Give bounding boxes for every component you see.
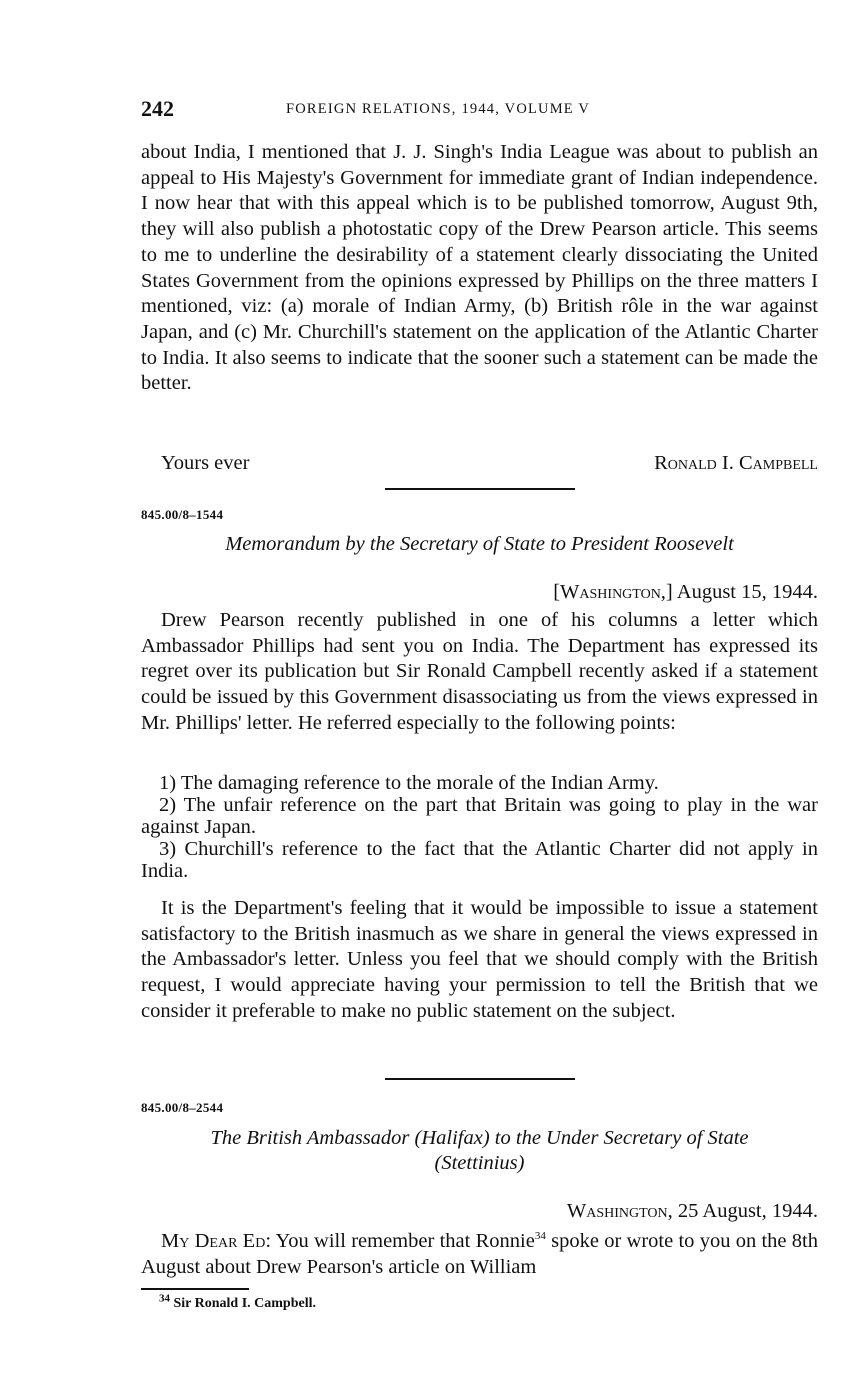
page-number: 242 (141, 96, 174, 121)
letter2-title (141, 1126, 818, 1176)
letter2-dateline (141, 1199, 818, 1225)
memo-dateline-date: August 15, 1944. (676, 581, 818, 603)
list-item: 3) Churchill's reference to the fact that the Atlantic Charter did not apply in India. (141, 838, 818, 882)
footnote-divider (141, 1288, 249, 1290)
footnote-reference[interactable]: 34 (534, 1230, 546, 1243)
letter2-body (141, 1229, 818, 1280)
footnote (159, 1292, 316, 1312)
memo-points-list (141, 772, 818, 882)
memo-title: Memorandum by the Secretary of State to President Roosevelt (225, 533, 734, 555)
letter2-title-line-2: (Stettinius) (434, 1152, 525, 1174)
memo-file-number: 845.00/8–1544 (141, 507, 224, 522)
letter-body (141, 140, 818, 397)
letter2-body-part-1: You will remember that Ronnie (275, 1230, 535, 1252)
memo-dateline-place: [Washington,] (553, 581, 673, 603)
section-divider (385, 1078, 575, 1080)
letter2-title-line-1: The British Ambassador (Halifax) to the Under Secretary of State (210, 1127, 749, 1149)
running-title: FOREIGN RELATIONS, 1944, VOLUME V (286, 101, 591, 117)
section-divider (385, 488, 575, 490)
footnote-text: Sir Ronald I. Campbell. (173, 1296, 316, 1311)
page-header (141, 96, 818, 126)
list-item: 1) The damaging reference to the morale of the Indian Army. (159, 772, 659, 794)
memo-paragraph-1-text: Drew Pearson recently published in one of his columns a letter which Ambassador Phillips had sent you on India. The Department has expressed its regret over its publication but Sir Ronald Campbell recently asked if a statement could be issued by this Government disassociating us from the views expressed in Mr. Phillips' letter. He referred especially to the following points: (141, 609, 818, 734)
memo-paragraph-2-text: It is the Department's feeling that it would be impossible to issue a statement satisfactory to the British inasmuch as we share in general the views expressed in the Ambassador's letter. Unless you feel that we should comply with the British request, I would appreciate having your permission to tell the British that we consider it preferable to make no public statement on the subject. (141, 897, 818, 1022)
list-item: 2) The unfair reference on the part that Britain was going to play in the war against Japan. (141, 794, 818, 838)
letter-signature: Ronald I. Campbell (654, 452, 818, 474)
letter2-file-number: 845.00/8–2544 (141, 1100, 224, 1115)
letter2-dateline-date: 25 August, 1944. (677, 1200, 818, 1222)
letter2-dateline-place: Washington, (566, 1200, 673, 1222)
memo-paragraph-1 (141, 608, 818, 737)
letter2-salutation: My Dear Ed: (161, 1230, 272, 1252)
letter2-body-part-2: spoke or wrote to you on the 8th August about Drew Pearson's article on William (141, 1230, 818, 1278)
letter-body-text: about India, I mentioned that J. J. Singh's India League was about to publish an appeal to His Majesty's Government for immediate grant of Indian independence. I now hear that with this appeal which is to be published tomorrow, August 9th, they will also publish a photostatic copy of the Drew Pearson article. This seems to me to underline the desirability of a statement clearly dissociating the United States Government from the opinions expressed by Phillips on the three matters I mentioned, viz: (a) morale of Indian Army, (b) British rôle in the war against Japan, and (c) Mr. Churchill's statement on the application of the Atlantic Charter to India. It also seems to indicate that the sooner such a statement can be made the better. (141, 141, 818, 395)
memo-paragraph-2 (141, 896, 818, 1025)
letter-closing: Yours ever (161, 452, 250, 474)
memo-dateline (141, 580, 818, 606)
letter-signature-line (141, 452, 818, 478)
letter2-body-text (141, 1229, 818, 1280)
footnote-marker: 34 (159, 1292, 170, 1305)
